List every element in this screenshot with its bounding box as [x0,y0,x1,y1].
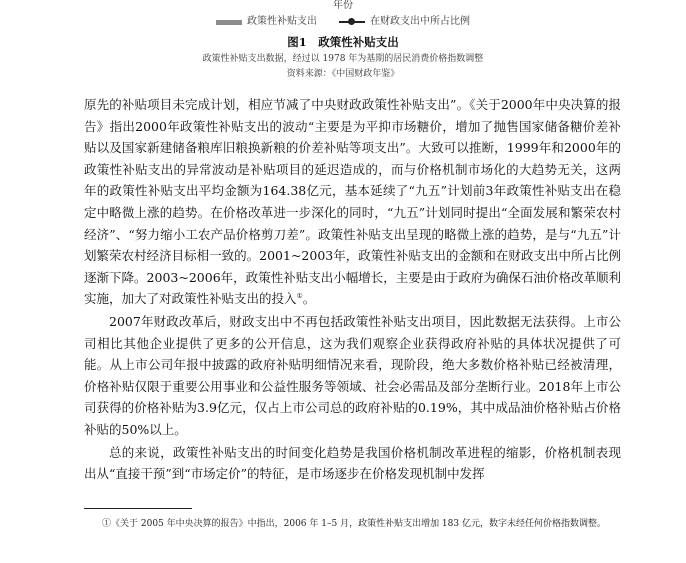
figure-title: 图1 政策性补贴支出 [287,35,399,49]
figure-source: 资料来源：《中国财政年鉴》 [286,69,400,79]
legend-item-share [339,16,470,28]
chart-x-axis-label: 年份 [333,0,353,11]
line-marker-swatch-icon [339,17,365,27]
paragraph-1-end: 。 [302,291,316,307]
chart-legend [0,16,686,28]
footnote-divider [84,508,192,509]
paragraph-1-text: 原先的补贴项目未完成计划，相应节减了中央财政政策性补贴支出”。《关于2000年中央决算的报告》指出2000年政策性补贴支出的波动“主要是为平抑市场糖价，增加了抛售国家储备糖价差补贴以及国家新建储备粮库旧粮换新粮的价差补贴等项支出”。大致可以推断，1999年和2000年的政策性补贴支出的异常波动是补贴项目的延迟造成的，而与价格机制市场化的大趋势无关，这两年的政策性补贴支出平均金额为164.38亿元，基本延续了“九五”计划前3年政策性补贴支出在稳定中略微上涨的趋势。在价格改革进一步深化的同时，“九五”计划同时提出“全面发展和繁荣农村经济”、“努力缩小工农产品价格剪刀差”。政策性补贴支出呈现的略微上涨的趋势，是与“九五”计划繁荣农村经济目标相一致的。2001~2003年，政策性补贴支出的金额和在财政支出中所占比例逐渐下降。2003~2006年，政策性补贴支出小幅增长，主要是由于政府为确保石油价格改革顺利实施，加大了对政策性补贴支出的投入 [84,97,621,307]
legend-label-share: 在财政支出中所占比例 [370,16,470,27]
footnote: ①《关于 2005 年中央决算的报告》中指出，2006 年 1–5 月，政策性补贴支出增加 183 亿元，数字未经任何价格指数调整。 [102,519,606,529]
paragraph-2: 2007年财政改革后，财政支出中不再包括政策性补贴支出项目，因此数据无法获得。上市公司相比其他企业提供了更多的公开信息，这为我们观察企业获得政府补贴的具体状况提供了可能。从上市公司年报中披露的政府补贴明细情况来看，现阶段，绝大多数价格补贴已经被清理，价格补贴仅限于重要公用事业和公益性服务等领域、社会必需品及部分垄断行业。2018年上市公司获得的价格补贴为3.9亿元，仅占上市公司总的政府补贴的0.19%，其中成品油价格补贴占价格补贴的50%以上。 [84,313,621,437]
legend-item-subsidy [216,16,317,28]
footnote-reference[interactable]: ① [296,292,303,301]
paragraph-1 [84,94,621,310]
bar-swatch-icon [216,20,242,25]
paragraph-3: 总的来说，政策性补贴支出的时间变化趋势是我国价格机制改革进程的缩影，价格机制表现出从“直接干预”到“市场定价”的特征，是市场逐步在价格发现机制中发挥 [84,444,621,482]
body-text [84,94,621,485]
figure-note: 政策性补贴支出数据，经过以 1978 年为基期的居民消费价格指数调整 [202,54,484,64]
legend-label-subsidy: 政策性补贴支出 [247,16,317,27]
